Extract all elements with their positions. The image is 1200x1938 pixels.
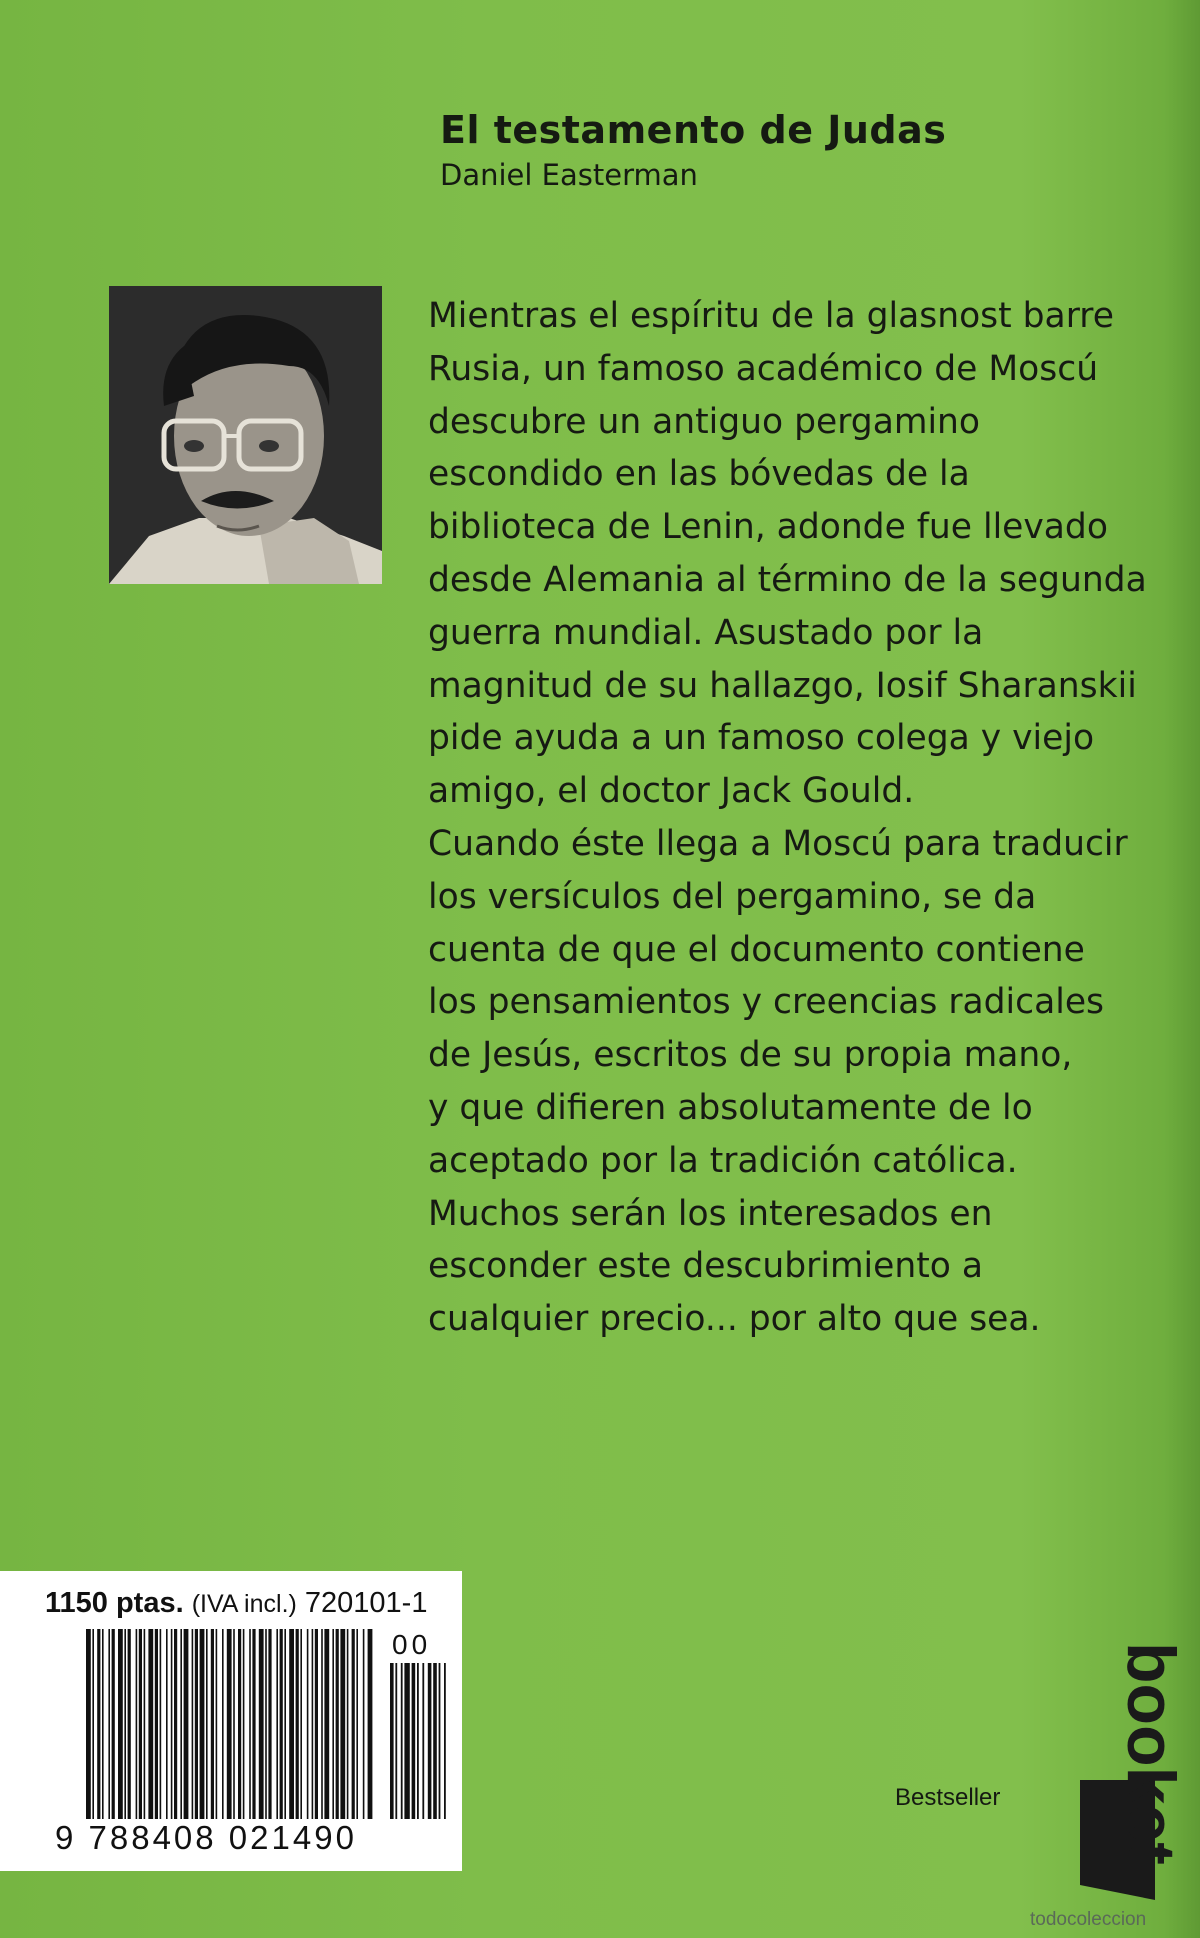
book-author: Daniel Easterman — [440, 158, 698, 192]
synopsis-line: pide ayuda a un famoso colega y viejo — [428, 718, 1095, 759]
synopsis-line: Cuando éste llega a Moscú para traducir — [428, 823, 1128, 864]
addon-barcode — [390, 1663, 446, 1819]
vat-note: (IVA incl.) — [191, 1590, 297, 1618]
synopsis-line: Rusia, un famoso académico de Moscú — [428, 348, 1099, 389]
author-photo — [109, 286, 382, 584]
product-code: 720101-1 — [304, 1587, 428, 1619]
addon-digits: 00 — [392, 1629, 432, 1660]
synopsis-line: cualquier precio... por alto que sea. — [428, 1299, 1041, 1340]
watermark: todocoleccion — [1030, 1909, 1147, 1930]
synopsis-line: desde Alemania al término de la segunda — [428, 559, 1147, 600]
synopsis-line: los versículos del pergamino, se da — [428, 876, 1037, 917]
collection-label: Bestseller — [895, 1784, 1001, 1811]
synopsis-line: aceptado por la tradición católica. — [428, 1140, 1018, 1181]
price-line — [45, 1587, 427, 1620]
synopsis-line: Muchos serán los interesados en — [428, 1193, 993, 1234]
isbn-number: 9 788408 021490 — [55, 1819, 357, 1856]
svg-text:booket: booket — [1113, 1642, 1189, 1865]
ean-barcode — [86, 1629, 372, 1819]
synopsis-line: de Jesús, escritos de su propia mano, — [428, 1035, 1073, 1076]
synopsis-line: esconder este descubrimiento a — [428, 1246, 983, 1287]
title-block — [440, 108, 946, 192]
synopsis-line: descubre un antiguo pergamino — [428, 401, 981, 442]
price-amount: 1150 ptas. — [45, 1587, 184, 1619]
book-title: El testamento de Judas — [440, 108, 947, 152]
synopsis-line: los pensamientos y creencias radicales — [428, 982, 1105, 1023]
synopsis-line: guerra mundial. Asustado por la — [428, 612, 984, 653]
synopsis-line: Mientras el espíritu de la glasnost barre — [428, 296, 1114, 336]
synopsis — [428, 290, 1188, 1346]
synopsis-line: amigo, el doctor Jack Gould. — [428, 771, 915, 812]
synopsis-line: cuenta de que el documento contiene — [428, 929, 1085, 970]
price-barcode-label — [0, 1571, 462, 1871]
synopsis-line: biblioteca de Lenin, adonde fue llevado — [428, 507, 1108, 548]
synopsis-line: y que difieren absolutamente de lo — [428, 1087, 1033, 1128]
booket-logo — [1060, 1630, 1189, 1900]
synopsis-line: magnitud de su hallazgo, Iosif Sharanskii — [428, 665, 1137, 706]
synopsis-line: escondido en las bóvedas de la — [428, 454, 970, 495]
